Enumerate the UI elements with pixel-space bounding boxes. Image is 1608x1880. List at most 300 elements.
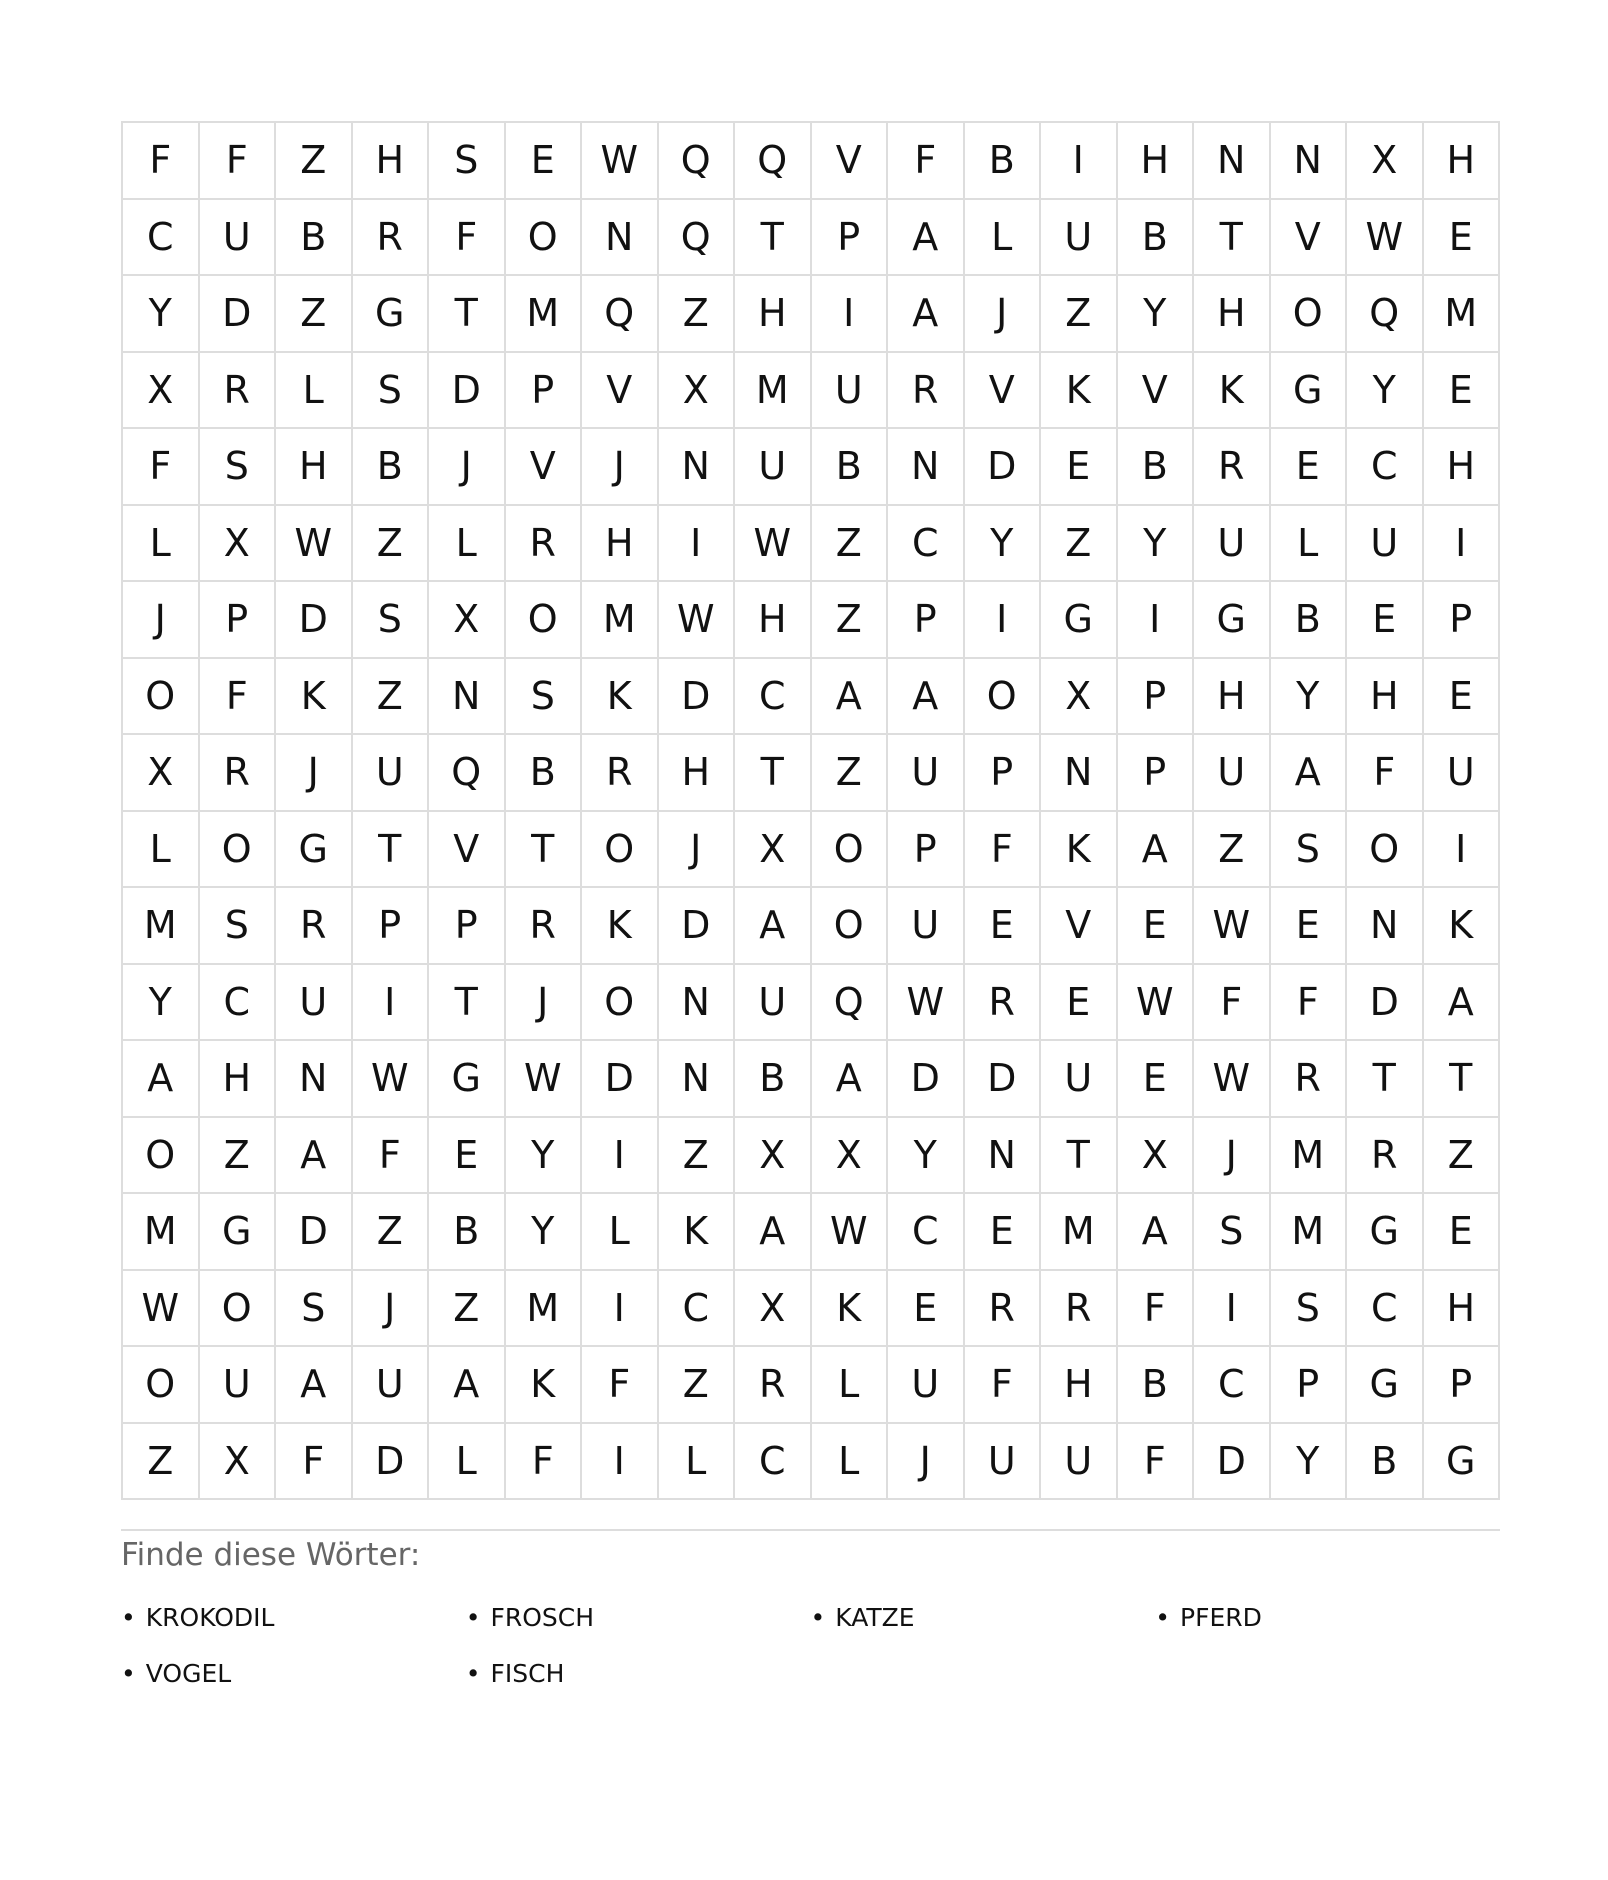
letter-cell[interactable]: E: [1271, 429, 1348, 506]
letter-cell[interactable]: S: [353, 353, 430, 430]
letter-cell[interactable]: D: [965, 429, 1042, 506]
letter-cell[interactable]: N: [659, 1041, 736, 1118]
letter-cell[interactable]: J: [429, 429, 506, 506]
letter-cell[interactable]: U: [888, 888, 965, 965]
letter-cell[interactable]: H: [1424, 123, 1501, 200]
letter-cell[interactable]: I: [353, 965, 430, 1042]
letter-cell[interactable]: L: [429, 506, 506, 583]
letter-cell[interactable]: B: [965, 123, 1042, 200]
letter-cell[interactable]: K: [276, 659, 353, 736]
letter-cell[interactable]: G: [276, 812, 353, 889]
letter-cell[interactable]: O: [123, 1347, 200, 1424]
letter-cell[interactable]: X: [200, 1424, 277, 1501]
letter-cell[interactable]: H: [1194, 276, 1271, 353]
letter-cell[interactable]: G: [1041, 582, 1118, 659]
letter-cell[interactable]: X: [659, 353, 736, 430]
letter-cell[interactable]: F: [353, 1118, 430, 1195]
letter-cell[interactable]: V: [506, 429, 583, 506]
letter-cell[interactable]: J: [965, 276, 1042, 353]
letter-cell[interactable]: L: [123, 812, 200, 889]
letter-cell[interactable]: E: [1347, 582, 1424, 659]
letter-cell[interactable]: O: [506, 582, 583, 659]
letter-cell[interactable]: Z: [429, 1271, 506, 1348]
letter-cell[interactable]: R: [1347, 1118, 1424, 1195]
letter-cell[interactable]: P: [965, 735, 1042, 812]
letter-cell[interactable]: K: [582, 888, 659, 965]
letter-cell[interactable]: Z: [353, 659, 430, 736]
letter-cell[interactable]: P: [353, 888, 430, 965]
letter-cell[interactable]: W: [812, 1194, 889, 1271]
letter-cell[interactable]: P: [1118, 659, 1195, 736]
letter-cell[interactable]: A: [888, 659, 965, 736]
letter-cell[interactable]: P: [1424, 582, 1501, 659]
letter-cell[interactable]: P: [1271, 1347, 1348, 1424]
letter-cell[interactable]: Z: [1194, 812, 1271, 889]
letter-cell[interactable]: E: [1424, 1194, 1501, 1271]
letter-cell[interactable]: K: [659, 1194, 736, 1271]
letter-cell[interactable]: W: [123, 1271, 200, 1348]
letter-cell[interactable]: D: [200, 276, 277, 353]
letter-cell[interactable]: B: [1118, 1347, 1195, 1424]
letter-cell[interactable]: M: [582, 582, 659, 659]
letter-cell[interactable]: O: [582, 965, 659, 1042]
letter-cell[interactable]: B: [1118, 429, 1195, 506]
letter-cell[interactable]: G: [200, 1194, 277, 1271]
letter-cell[interactable]: O: [123, 1118, 200, 1195]
letter-cell[interactable]: S: [1194, 1194, 1271, 1271]
letter-cell[interactable]: I: [812, 276, 889, 353]
letter-cell[interactable]: K: [1194, 353, 1271, 430]
letter-cell[interactable]: E: [965, 888, 1042, 965]
letter-cell[interactable]: S: [1271, 812, 1348, 889]
letter-cell[interactable]: J: [506, 965, 583, 1042]
letter-cell[interactable]: O: [812, 888, 889, 965]
letter-cell[interactable]: E: [1041, 965, 1118, 1042]
letter-cell[interactable]: A: [1118, 1194, 1195, 1271]
letter-cell[interactable]: B: [429, 1194, 506, 1271]
letter-cell[interactable]: F: [429, 200, 506, 277]
letter-cell[interactable]: R: [965, 1271, 1042, 1348]
letter-cell[interactable]: T: [1347, 1041, 1424, 1118]
letter-cell[interactable]: R: [1271, 1041, 1348, 1118]
letter-cell[interactable]: Y: [1118, 506, 1195, 583]
letter-cell[interactable]: W: [659, 582, 736, 659]
letter-cell[interactable]: U: [735, 429, 812, 506]
letter-cell[interactable]: F: [123, 123, 200, 200]
letter-cell[interactable]: Z: [276, 276, 353, 353]
letter-cell[interactable]: V: [812, 123, 889, 200]
letter-cell[interactable]: L: [582, 1194, 659, 1271]
letter-cell[interactable]: O: [1271, 276, 1348, 353]
letter-cell[interactable]: X: [735, 1118, 812, 1195]
letter-cell[interactable]: I: [582, 1118, 659, 1195]
letter-cell[interactable]: E: [965, 1194, 1042, 1271]
letter-cell[interactable]: X: [429, 582, 506, 659]
letter-cell[interactable]: F: [200, 123, 277, 200]
letter-cell[interactable]: R: [506, 506, 583, 583]
letter-cell[interactable]: E: [1118, 1041, 1195, 1118]
letter-cell[interactable]: B: [276, 200, 353, 277]
letter-cell[interactable]: N: [659, 429, 736, 506]
letter-cell[interactable]: A: [735, 1194, 812, 1271]
letter-cell[interactable]: S: [429, 123, 506, 200]
letter-cell[interactable]: V: [965, 353, 1042, 430]
letter-cell[interactable]: C: [735, 1424, 812, 1501]
letter-cell[interactable]: N: [582, 200, 659, 277]
letter-cell[interactable]: V: [429, 812, 506, 889]
letter-cell[interactable]: M: [735, 353, 812, 430]
letter-cell[interactable]: L: [965, 200, 1042, 277]
letter-cell[interactable]: M: [506, 276, 583, 353]
letter-cell[interactable]: Z: [659, 1347, 736, 1424]
letter-cell[interactable]: C: [735, 659, 812, 736]
letter-cell[interactable]: U: [888, 735, 965, 812]
letter-cell[interactable]: E: [1118, 888, 1195, 965]
letter-cell[interactable]: U: [965, 1424, 1042, 1501]
letter-cell[interactable]: K: [1041, 812, 1118, 889]
letter-cell[interactable]: S: [1271, 1271, 1348, 1348]
letter-cell[interactable]: H: [735, 582, 812, 659]
letter-cell[interactable]: L: [659, 1424, 736, 1501]
letter-cell[interactable]: R: [353, 200, 430, 277]
letter-cell[interactable]: K: [1041, 353, 1118, 430]
letter-cell[interactable]: O: [812, 812, 889, 889]
letter-cell[interactable]: G: [1194, 582, 1271, 659]
letter-cell[interactable]: W: [276, 506, 353, 583]
letter-cell[interactable]: A: [123, 1041, 200, 1118]
letter-cell[interactable]: Q: [429, 735, 506, 812]
letter-cell[interactable]: C: [1347, 1271, 1424, 1348]
letter-cell[interactable]: Q: [735, 123, 812, 200]
letter-cell[interactable]: U: [1424, 735, 1501, 812]
letter-cell[interactable]: U: [1041, 1041, 1118, 1118]
letter-cell[interactable]: U: [1194, 735, 1271, 812]
letter-cell[interactable]: F: [1194, 965, 1271, 1042]
letter-cell[interactable]: R: [506, 888, 583, 965]
letter-cell[interactable]: G: [1271, 353, 1348, 430]
letter-cell[interactable]: R: [276, 888, 353, 965]
letter-cell[interactable]: B: [1118, 200, 1195, 277]
letter-cell[interactable]: Y: [1271, 659, 1348, 736]
letter-cell[interactable]: X: [1118, 1118, 1195, 1195]
letter-cell[interactable]: D: [965, 1041, 1042, 1118]
letter-cell[interactable]: S: [506, 659, 583, 736]
letter-cell[interactable]: Z: [1424, 1118, 1501, 1195]
letter-cell[interactable]: X: [735, 812, 812, 889]
letter-cell[interactable]: U: [353, 1347, 430, 1424]
letter-cell[interactable]: X: [812, 1118, 889, 1195]
letter-cell[interactable]: N: [965, 1118, 1042, 1195]
letter-cell[interactable]: Q: [812, 965, 889, 1042]
letter-cell[interactable]: C: [123, 200, 200, 277]
letter-cell[interactable]: F: [1118, 1271, 1195, 1348]
letter-cell[interactable]: Y: [1271, 1424, 1348, 1501]
letter-cell[interactable]: G: [1424, 1424, 1501, 1501]
letter-cell[interactable]: N: [429, 659, 506, 736]
letter-cell[interactable]: F: [506, 1424, 583, 1501]
letter-cell[interactable]: T: [1041, 1118, 1118, 1195]
letter-cell[interactable]: R: [965, 965, 1042, 1042]
letter-cell[interactable]: O: [123, 659, 200, 736]
letter-cell[interactable]: Y: [123, 276, 200, 353]
letter-cell[interactable]: G: [429, 1041, 506, 1118]
letter-cell[interactable]: E: [429, 1118, 506, 1195]
letter-cell[interactable]: B: [735, 1041, 812, 1118]
letter-cell[interactable]: M: [1041, 1194, 1118, 1271]
letter-cell[interactable]: J: [659, 812, 736, 889]
letter-cell[interactable]: O: [965, 659, 1042, 736]
letter-cell[interactable]: H: [1118, 123, 1195, 200]
letter-cell[interactable]: D: [276, 582, 353, 659]
letter-cell[interactable]: X: [1347, 123, 1424, 200]
letter-cell[interactable]: I: [582, 1424, 659, 1501]
letter-cell[interactable]: W: [1118, 965, 1195, 1042]
letter-cell[interactable]: X: [735, 1271, 812, 1348]
letter-cell[interactable]: C: [1347, 429, 1424, 506]
letter-cell[interactable]: L: [1271, 506, 1348, 583]
letter-cell[interactable]: R: [200, 353, 277, 430]
letter-cell[interactable]: U: [1347, 506, 1424, 583]
letter-cell[interactable]: W: [1194, 888, 1271, 965]
letter-cell[interactable]: H: [1041, 1347, 1118, 1424]
letter-cell[interactable]: O: [582, 812, 659, 889]
letter-cell[interactable]: T: [735, 735, 812, 812]
letter-cell[interactable]: P: [888, 812, 965, 889]
letter-cell[interactable]: W: [735, 506, 812, 583]
letter-cell[interactable]: T: [1424, 1041, 1501, 1118]
letter-cell[interactable]: P: [506, 353, 583, 430]
letter-cell[interactable]: Z: [812, 735, 889, 812]
letter-cell[interactable]: V: [582, 353, 659, 430]
letter-cell[interactable]: J: [1194, 1118, 1271, 1195]
letter-cell[interactable]: D: [1347, 965, 1424, 1042]
letter-cell[interactable]: E: [1041, 429, 1118, 506]
letter-cell[interactable]: T: [1194, 200, 1271, 277]
letter-cell[interactable]: P: [888, 582, 965, 659]
letter-cell[interactable]: Y: [1118, 276, 1195, 353]
letter-cell[interactable]: C: [888, 506, 965, 583]
letter-cell[interactable]: R: [888, 353, 965, 430]
letter-cell[interactable]: F: [1271, 965, 1348, 1042]
letter-cell[interactable]: N: [1271, 123, 1348, 200]
letter-cell[interactable]: Y: [506, 1194, 583, 1271]
letter-cell[interactable]: I: [965, 582, 1042, 659]
letter-cell[interactable]: U: [1041, 1424, 1118, 1501]
letter-cell[interactable]: H: [200, 1041, 277, 1118]
letter-cell[interactable]: I: [1194, 1271, 1271, 1348]
letter-cell[interactable]: U: [1194, 506, 1271, 583]
letter-cell[interactable]: H: [276, 429, 353, 506]
letter-cell[interactable]: Z: [200, 1118, 277, 1195]
letter-cell[interactable]: E: [506, 123, 583, 200]
letter-cell[interactable]: D: [353, 1424, 430, 1501]
letter-cell[interactable]: Z: [123, 1424, 200, 1501]
letter-cell[interactable]: H: [1424, 429, 1501, 506]
letter-cell[interactable]: F: [965, 1347, 1042, 1424]
letter-cell[interactable]: N: [659, 965, 736, 1042]
letter-cell[interactable]: U: [812, 353, 889, 430]
letter-cell[interactable]: D: [659, 659, 736, 736]
letter-cell[interactable]: F: [123, 429, 200, 506]
letter-cell[interactable]: I: [1424, 812, 1501, 889]
letter-cell[interactable]: W: [353, 1041, 430, 1118]
letter-cell[interactable]: S: [353, 582, 430, 659]
letter-cell[interactable]: N: [888, 429, 965, 506]
letter-cell[interactable]: Y: [506, 1118, 583, 1195]
letter-cell[interactable]: A: [735, 888, 812, 965]
letter-cell[interactable]: B: [1271, 582, 1348, 659]
letter-cell[interactable]: D: [888, 1041, 965, 1118]
letter-cell[interactable]: R: [1194, 429, 1271, 506]
letter-cell[interactable]: M: [1271, 1118, 1348, 1195]
letter-cell[interactable]: W: [1347, 200, 1424, 277]
letter-cell[interactable]: Z: [659, 276, 736, 353]
letter-cell[interactable]: K: [812, 1271, 889, 1348]
letter-cell[interactable]: I: [1041, 123, 1118, 200]
letter-cell[interactable]: Y: [965, 506, 1042, 583]
letter-cell[interactable]: V: [1118, 353, 1195, 430]
letter-cell[interactable]: F: [1347, 735, 1424, 812]
letter-cell[interactable]: D: [276, 1194, 353, 1271]
letter-cell[interactable]: Z: [812, 582, 889, 659]
letter-cell[interactable]: U: [1041, 200, 1118, 277]
letter-cell[interactable]: D: [1194, 1424, 1271, 1501]
letter-cell[interactable]: U: [353, 735, 430, 812]
letter-cell[interactable]: J: [582, 429, 659, 506]
letter-cell[interactable]: D: [659, 888, 736, 965]
letter-cell[interactable]: Q: [659, 123, 736, 200]
letter-cell[interactable]: W: [582, 123, 659, 200]
letter-cell[interactable]: N: [1194, 123, 1271, 200]
letter-cell[interactable]: A: [1118, 812, 1195, 889]
letter-cell[interactable]: T: [353, 812, 430, 889]
letter-cell[interactable]: H: [582, 506, 659, 583]
letter-cell[interactable]: A: [276, 1118, 353, 1195]
letter-cell[interactable]: M: [1424, 276, 1501, 353]
letter-cell[interactable]: W: [888, 965, 965, 1042]
letter-cell[interactable]: G: [353, 276, 430, 353]
letter-cell[interactable]: I: [1118, 582, 1195, 659]
letter-cell[interactable]: H: [659, 735, 736, 812]
letter-cell[interactable]: Y: [888, 1118, 965, 1195]
letter-cell[interactable]: Q: [582, 276, 659, 353]
letter-cell[interactable]: C: [200, 965, 277, 1042]
letter-cell[interactable]: M: [123, 1194, 200, 1271]
letter-cell[interactable]: R: [1041, 1271, 1118, 1348]
letter-cell[interactable]: E: [1424, 200, 1501, 277]
letter-cell[interactable]: U: [735, 965, 812, 1042]
letter-cell[interactable]: A: [276, 1347, 353, 1424]
letter-cell[interactable]: I: [659, 506, 736, 583]
letter-cell[interactable]: E: [1271, 888, 1348, 965]
letter-cell[interactable]: C: [659, 1271, 736, 1348]
letter-cell[interactable]: Z: [353, 506, 430, 583]
letter-cell[interactable]: K: [1424, 888, 1501, 965]
letter-cell[interactable]: L: [429, 1424, 506, 1501]
letter-cell[interactable]: Z: [1041, 506, 1118, 583]
letter-cell[interactable]: G: [1347, 1194, 1424, 1271]
letter-cell[interactable]: P: [812, 200, 889, 277]
letter-cell[interactable]: A: [888, 200, 965, 277]
letter-cell[interactable]: Z: [353, 1194, 430, 1271]
letter-cell[interactable]: V: [1041, 888, 1118, 965]
letter-cell[interactable]: L: [276, 353, 353, 430]
letter-cell[interactable]: I: [1424, 506, 1501, 583]
letter-cell[interactable]: A: [888, 276, 965, 353]
letter-cell[interactable]: S: [276, 1271, 353, 1348]
letter-cell[interactable]: J: [888, 1424, 965, 1501]
letter-cell[interactable]: D: [429, 353, 506, 430]
letter-cell[interactable]: X: [200, 506, 277, 583]
letter-cell[interactable]: P: [200, 582, 277, 659]
letter-cell[interactable]: X: [123, 735, 200, 812]
letter-cell[interactable]: L: [812, 1424, 889, 1501]
letter-cell[interactable]: H: [1347, 659, 1424, 736]
letter-cell[interactable]: X: [123, 353, 200, 430]
letter-cell[interactable]: D: [582, 1041, 659, 1118]
letter-cell[interactable]: P: [429, 888, 506, 965]
letter-cell[interactable]: Q: [1347, 276, 1424, 353]
letter-cell[interactable]: X: [1041, 659, 1118, 736]
letter-cell[interactable]: T: [429, 965, 506, 1042]
letter-cell[interactable]: H: [1194, 659, 1271, 736]
letter-cell[interactable]: C: [1194, 1347, 1271, 1424]
letter-cell[interactable]: Z: [276, 123, 353, 200]
letter-cell[interactable]: O: [1347, 812, 1424, 889]
letter-cell[interactable]: M: [1271, 1194, 1348, 1271]
letter-cell[interactable]: B: [506, 735, 583, 812]
letter-cell[interactable]: P: [1424, 1347, 1501, 1424]
letter-cell[interactable]: K: [582, 659, 659, 736]
letter-cell[interactable]: U: [200, 1347, 277, 1424]
letter-cell[interactable]: Q: [659, 200, 736, 277]
letter-cell[interactable]: Y: [123, 965, 200, 1042]
letter-cell[interactable]: N: [1041, 735, 1118, 812]
letter-cell[interactable]: A: [1424, 965, 1501, 1042]
letter-cell[interactable]: Z: [1041, 276, 1118, 353]
letter-cell[interactable]: T: [429, 276, 506, 353]
letter-cell[interactable]: Z: [659, 1118, 736, 1195]
letter-cell[interactable]: H: [735, 276, 812, 353]
letter-cell[interactable]: P: [1118, 735, 1195, 812]
letter-cell[interactable]: B: [1347, 1424, 1424, 1501]
letter-cell[interactable]: A: [429, 1347, 506, 1424]
letter-cell[interactable]: U: [276, 965, 353, 1042]
letter-cell[interactable]: S: [200, 429, 277, 506]
letter-cell[interactable]: B: [812, 429, 889, 506]
letter-cell[interactable]: I: [582, 1271, 659, 1348]
letter-cell[interactable]: H: [353, 123, 430, 200]
letter-cell[interactable]: U: [888, 1347, 965, 1424]
letter-cell[interactable]: M: [506, 1271, 583, 1348]
letter-cell[interactable]: F: [888, 123, 965, 200]
letter-cell[interactable]: T: [506, 812, 583, 889]
letter-cell[interactable]: K: [506, 1347, 583, 1424]
letter-cell[interactable]: G: [1347, 1347, 1424, 1424]
letter-cell[interactable]: F: [276, 1424, 353, 1501]
letter-cell[interactable]: W: [1194, 1041, 1271, 1118]
letter-cell[interactable]: F: [1118, 1424, 1195, 1501]
letter-cell[interactable]: O: [200, 1271, 277, 1348]
letter-cell[interactable]: U: [200, 200, 277, 277]
letter-cell[interactable]: F: [965, 812, 1042, 889]
letter-cell[interactable]: M: [123, 888, 200, 965]
letter-cell[interactable]: O: [200, 812, 277, 889]
letter-cell[interactable]: C: [888, 1194, 965, 1271]
letter-cell[interactable]: J: [123, 582, 200, 659]
letter-cell[interactable]: J: [276, 735, 353, 812]
letter-cell[interactable]: N: [1347, 888, 1424, 965]
